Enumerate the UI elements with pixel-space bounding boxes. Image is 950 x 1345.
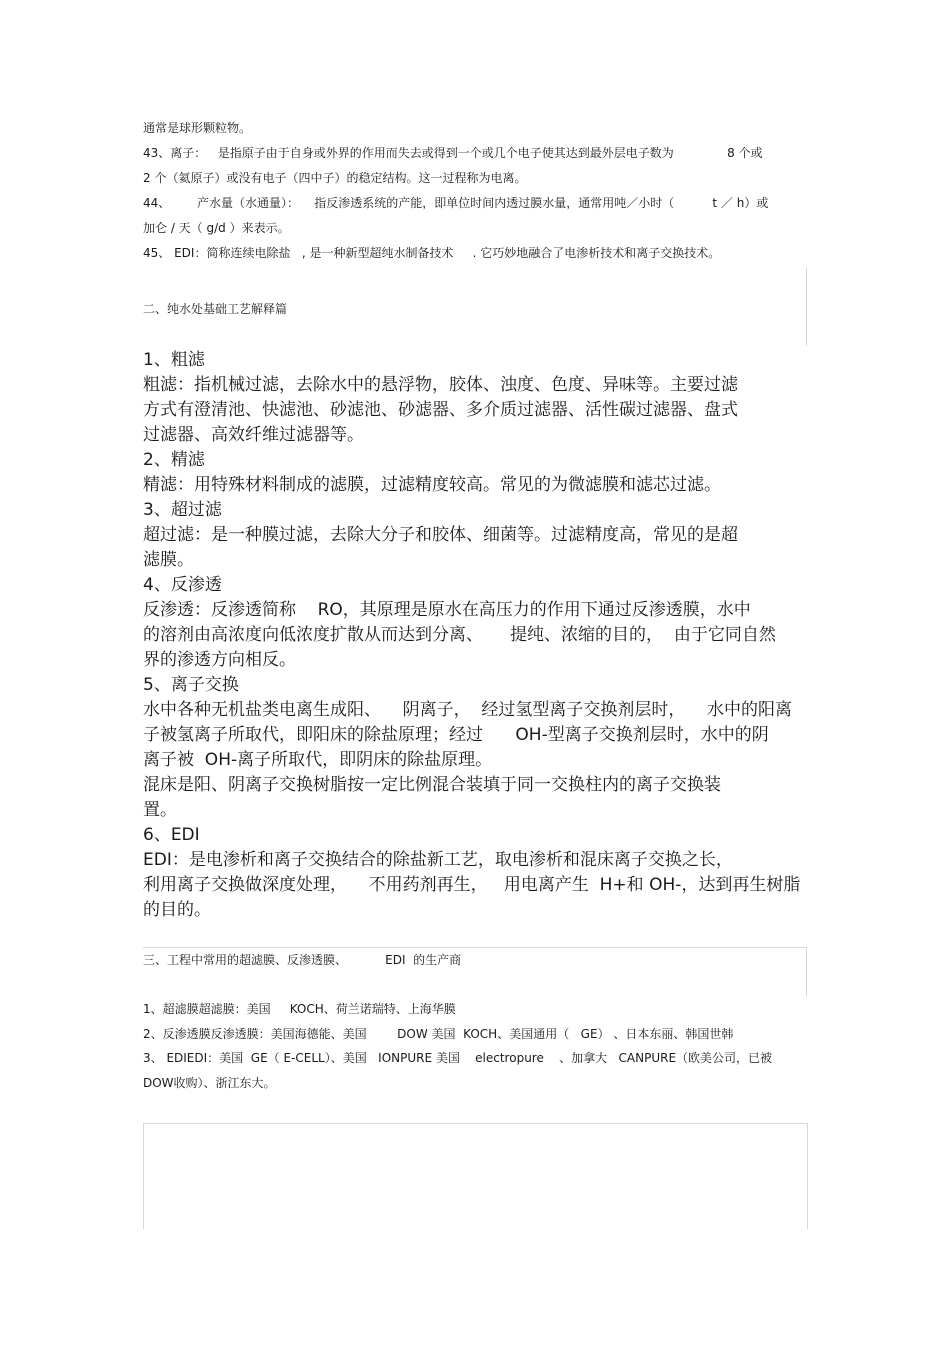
s2-line-13: 界的渗透方向相反。 bbox=[143, 650, 296, 670]
s2-line-14: 5、离子交换 bbox=[143, 675, 239, 695]
s2-line-12: 的溶剂由高浓度向低浓度扩散从而达到分离、 提纯、浓缩的目的， 由于它同自然 bbox=[143, 625, 776, 645]
s2-line-7: 3、超过滤 bbox=[143, 500, 222, 520]
glossary-line-3: 2 个（氦原子）或没有电子（四中子）的稳定结构。这一过程称为电离。 bbox=[143, 171, 527, 185]
empty-box bbox=[143, 1123, 808, 1229]
s2-line-3: 方式有澄清池、快滤池、砂滤池、砂滤器、多介质过滤器、活性碳过滤器、盘式 bbox=[143, 400, 738, 420]
s3-line-1: 1、超滤膜超滤膜：美国 KOCH、荷兰诺瑞特、上海华膜 bbox=[143, 1002, 456, 1016]
s3-line-2: 2、反渗透膜反渗透膜：美国海德能、美国 DOW 美国 KOCH、美国通用（ GE） 、日本东丽、韩国世韩 bbox=[143, 1027, 734, 1041]
s2-line-22: 利用离子交换做深度处理， 不用药剂再生， 用电离产生 H+和 OH-，达到再生树脂 bbox=[143, 875, 801, 895]
s3-line-4: DOW收购）、浙江东大。 bbox=[143, 1076, 276, 1090]
section-3-heading: 三、工程中常用的超滤膜、反渗透膜、 EDI 的生产商 bbox=[143, 953, 462, 967]
s2-line-1: 1、粗滤 bbox=[143, 350, 205, 370]
s2-line-17: 离子被 OH-离子所取代，即阴床的除盐原理。 bbox=[143, 750, 493, 770]
s2-line-4: 过滤器、高效纤维过滤器等。 bbox=[143, 425, 364, 445]
s3-line-3: 3、 EDIEDI：美国 GE（ E-CELL）、美国 IONPURE 美国 electropure 、加拿大 CANPURE（欧美公司，已被 bbox=[143, 1051, 773, 1065]
glossary-line-2: 43、离子： 是指原子由于自身或外界的作用而失去或得到一个或几个电子使其达到最外层电子数为 8 个或 bbox=[143, 146, 763, 160]
glossary-line-1: 通常是球形颗粒物。 bbox=[143, 121, 252, 135]
s2-line-8: 超过滤：是一种膜过滤，去除大分子和胶体、细菌等。过滤精度高，常见的是超 bbox=[143, 525, 738, 545]
s2-line-21: EDI：是电渗析和离子交换结合的除盐新工艺，取电渗析和混床离子交换之长， bbox=[143, 850, 733, 870]
s2-line-11: 反渗透：反渗透简称 RO，其原理是原水在高压力的作用下通过反渗透膜，水中 bbox=[143, 600, 751, 620]
s2-line-23: 的目的。 bbox=[143, 900, 211, 920]
s2-line-6: 精滤：用特殊材料制成的滤膜，过滤精度较高。常见的为微滤膜和滤芯过滤。 bbox=[143, 475, 721, 495]
s2-line-15: 水中各种无机盐类电离生成阳、 阴离子， 经过氢型离子交换剂层时， 水中的阳离 bbox=[143, 700, 793, 720]
s2-line-19: 置。 bbox=[143, 800, 177, 820]
section-frame-right-rule bbox=[806, 268, 807, 346]
s2-line-2: 粗滤：指机械过滤，去除水中的悬浮物，胶体、浊度、色度、异味等。主要过滤 bbox=[143, 375, 738, 395]
s2-line-10: 4、反渗透 bbox=[143, 575, 222, 595]
glossary-line-4: 44、 产水量（水通量）： 指反渗透系统的产能，即单位时间内透过膜水量，通常用吨／小时（ t ／ h）或 bbox=[143, 196, 769, 210]
s2-line-18: 混床是阳、阴离子交换树脂按一定比例混合装填于同一交换柱内的离子交换装 bbox=[143, 775, 721, 795]
glossary-line-5: 加仑 / 天（ g/d ）来表示。 bbox=[143, 221, 290, 235]
s2-line-5: 2、精滤 bbox=[143, 450, 205, 470]
glossary-line-6: 45、 EDI：简称连续电除盐 , 是一种新型超纯水制备技术 . 它巧妙地融合了电渗析技术和离子交换技术。 bbox=[143, 246, 721, 260]
s2-line-16: 子被氢离子所取代，即阳床的除盐原理；经过 OH-型离子交换剂层时，水中的阴 bbox=[143, 725, 769, 745]
section-2-heading: 二、纯水处基础工艺解释篇 bbox=[143, 302, 288, 316]
s2-line-9: 滤膜。 bbox=[143, 550, 194, 570]
s2-line-20: 6、EDI bbox=[143, 825, 200, 845]
